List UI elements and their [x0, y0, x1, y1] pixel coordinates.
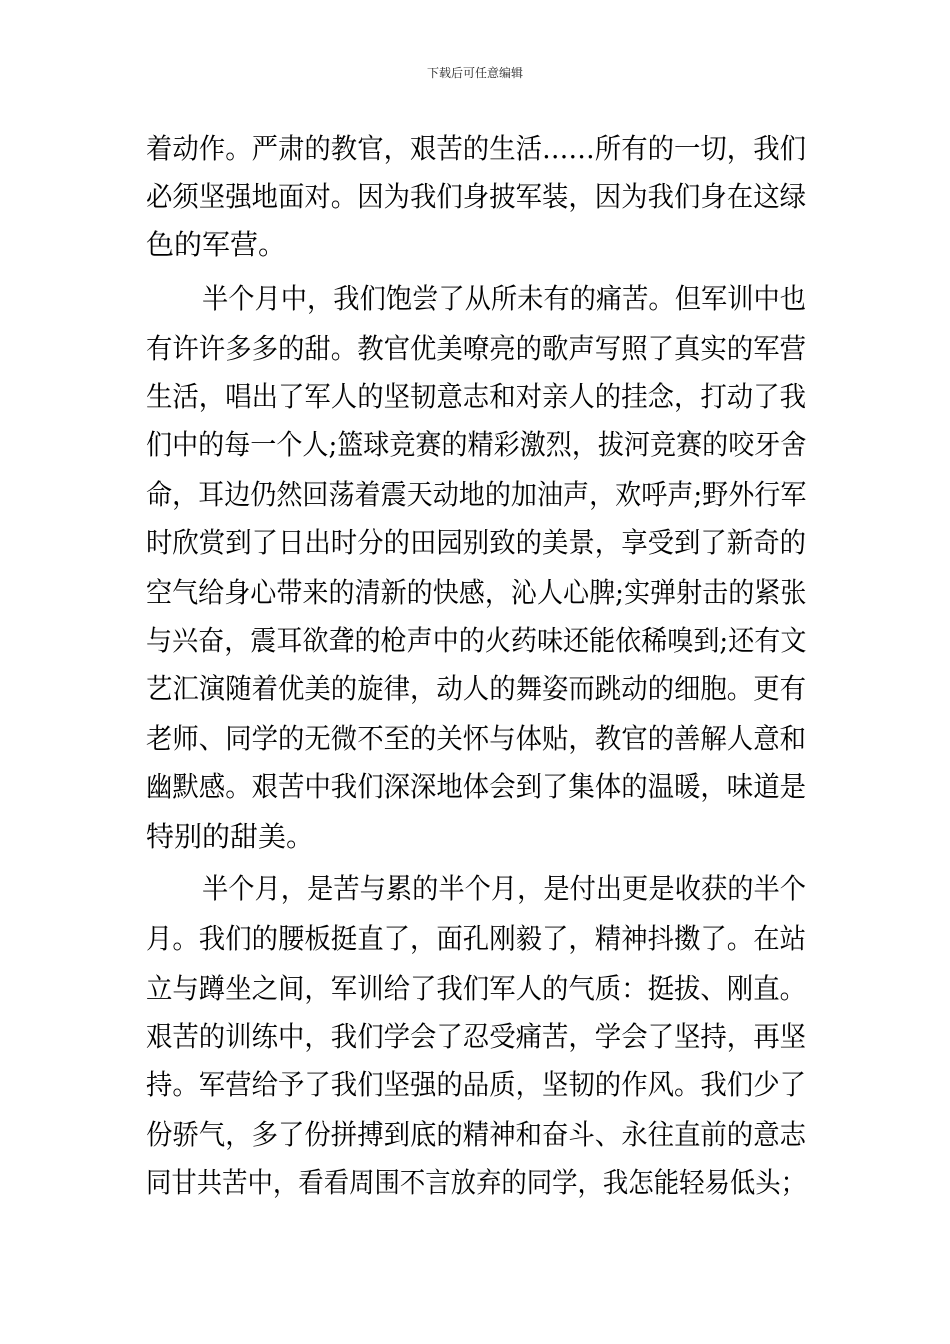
text-line: 特别的甜美。 — [146, 820, 315, 853]
text-line: 老师、同学的无微不至的关怀与体贴，教官的善解人意和 — [146, 722, 807, 755]
text-line: 空气给身心带来的清新的快感，沁人心脾;实弹射击的紧张 — [146, 576, 807, 609]
text-line: 立与蹲坐之间，军训给了我们军人的气质：挺拔、刚直。 — [146, 972, 807, 1005]
text-line: 们中的每一个人;篮球竞赛的精彩激烈，拔河竞赛的咬牙舍 — [146, 428, 807, 461]
text-line: 艺汇演随着优美的旋律，动人的舞姿而跳动的细胞。更有 — [146, 672, 807, 705]
text-line: 半个月，是苦与累的半个月，是付出更是收获的半个 — [202, 872, 807, 905]
text-line: 必须坚强地面对。因为我们身披军装，因为我们身在这绿 — [146, 180, 807, 213]
text-line: 时欣赏到了日出时分的田园别致的美景，享受到了新奇的 — [146, 526, 807, 559]
text-line: 有许许多多的甜。教官优美嘹亮的歌声写照了真实的军营 — [146, 332, 807, 365]
text-line: 生活，唱出了军人的坚韧意志和对亲人的挂念，打动了我 — [146, 380, 807, 413]
text-line: 命，耳边仍然回荡着震天动地的加油声，欢呼声;野外行军 — [146, 478, 807, 511]
text-line: 色的军营。 — [146, 228, 287, 261]
text-line: 幽默感。艰苦中我们深深地体会到了集体的温暖，味道是 — [146, 770, 807, 803]
page-header: 下载后可任意编辑 — [426, 66, 523, 80]
text-line: 着动作。严肃的教官，艰苦的生活……所有的一切，我们 — [146, 132, 807, 165]
text-line: 艰苦的训练中，我们学会了忍受痛苦，学会了坚持，再坚 — [146, 1020, 807, 1053]
text-line: 月。我们的腰板挺直了，面孔刚毅了，精神抖擞了。在站 — [146, 922, 807, 955]
text-line: 持。军营给予了我们坚强的品质，坚韧的作风。我们少了 — [146, 1068, 807, 1101]
text-line: 同甘共苦中，看看周围不言放弃的同学，我怎能轻易低头； — [146, 1166, 807, 1199]
text-line: 半个月中，我们饱尝了从所未有的痛苦。但军训中也 — [202, 282, 807, 315]
text-line: 份骄气，多了份拼搏到底的精神和奋斗、永往直前的意志 — [146, 1118, 807, 1151]
text-line: 与兴奋，震耳欲聋的枪声中的火药味还能依稀嗅到;还有文 — [146, 624, 807, 657]
